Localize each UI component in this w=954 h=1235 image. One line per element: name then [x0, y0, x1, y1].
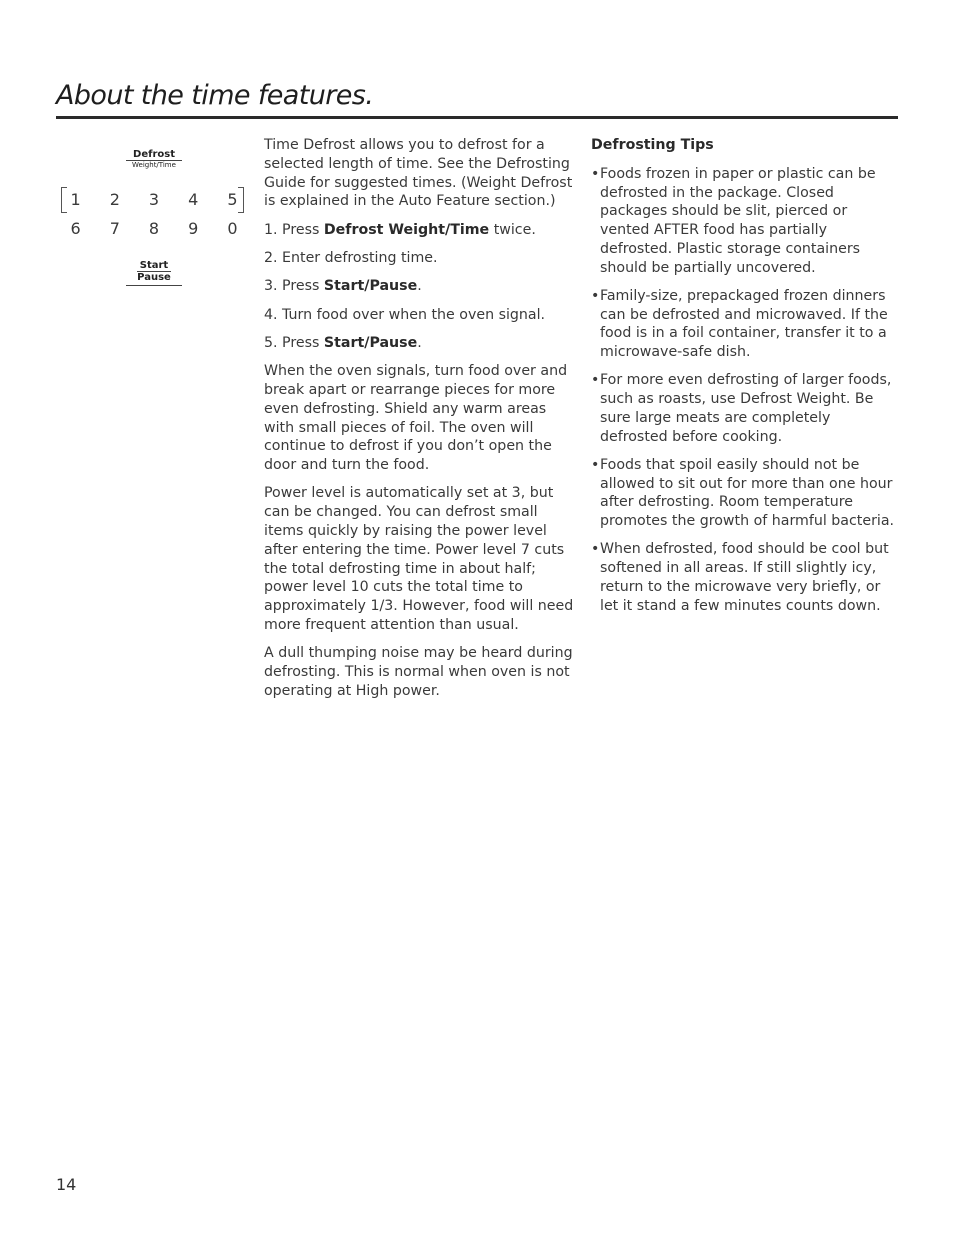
digit-key-8: 8 [148, 219, 160, 238]
step-5: 5. Press Start/Pause. [264, 334, 422, 351]
bullet: • [591, 287, 600, 304]
defrost-key-label: Defrost [133, 149, 175, 160]
step-3: 3. Press Start/Pause. [264, 278, 422, 295]
bullet: • [591, 372, 600, 389]
step-4: 4. Turn food over when the oven signal. [264, 306, 546, 323]
intro-paragraph: Time Defrost allows you to defrost for a selected length of time. See the Defrosting Guide for suggested times. (Weight Defrost is explained in the Auto Feature section.) [264, 137, 573, 210]
start-key-label: Start [139, 260, 169, 271]
keypad-diagram [56, 140, 252, 300]
start-key-underline [126, 285, 182, 286]
tip-item: • When defrosted, food should be cool but softened in all areas. If still slightly icy, return to the microwave very briefly, or let it stand a few minutes counts down. [591, 541, 889, 614]
bullet: • [591, 165, 600, 182]
page-number: 14 [56, 1175, 77, 1194]
digit-key-6: 6 [70, 219, 81, 238]
noise-paragraph: A dull thumping noise may be heard during defrosting. This is normal when oven is not operating at High power. [264, 645, 573, 699]
digit-row-1 [56, 190, 252, 209]
digit-key-7: 7 [109, 219, 120, 238]
step-1: 1. Press Defrost Weight/Time twice. [264, 221, 536, 238]
digit-key-0: 0 [227, 219, 238, 238]
tip-item: • For more even defrosting of larger foods, such as roasts, use Defrost Weight. Be sure large meats are completely defrosted before cooking. [591, 372, 892, 445]
bullet: • [591, 456, 600, 473]
pause-key-label: Pause [137, 272, 171, 283]
tip-item: • Foods that spoil easily should not be allowed to sit out for more than one hour after defrosting. Room temperature promotes the growth of harmful bacteria. [591, 456, 895, 530]
digit-key-2: 2 [109, 190, 120, 209]
time-defrost-column [264, 136, 576, 710]
defrosting-tips-column [591, 136, 901, 625]
digit-key-4: 4 [188, 190, 199, 209]
signals-paragraph: When the oven signals, turn food over and break apart or rearrange pieces for more even defrosting. Shield any warm areas with small pieces of foil. The oven will continue to defrost if you don’t open the door and turn the food. [264, 363, 568, 474]
step-2: 2. Enter defrosting time. [264, 249, 438, 266]
power-level-paragraph: Power level is automatically set at 3, but can be changed. You can defrost small items quickly by raising the power level after entering the time. Power level 7 cuts the total defrosting time in about half; power level 10 cuts the total time to approximately 1/3. However, food will need more frequent attention than usual. [264, 485, 574, 634]
defrost-weight-time-key [126, 149, 182, 170]
tips-list [591, 165, 901, 616]
digit-row-2 [56, 219, 252, 238]
title-rule [56, 116, 898, 119]
digit-key-3: 3 [148, 190, 160, 209]
bullet: • [591, 541, 600, 558]
defrost-key-sublabel: Weight/Time [126, 160, 182, 170]
tip-item: • Family-size, prepackaged frozen dinners can be defrosted and microwaved. If the food is in a foil container, transfer it to a microwave-safe dish. [591, 287, 888, 361]
digit-key-5: 5 [227, 190, 238, 209]
tips-heading: Defrosting Tips [591, 137, 714, 153]
digit-key-1: 1 [70, 190, 81, 209]
tip-item: • Foods frozen in paper or plastic can be defrosted in the package. Closed packages should be slit, pierced or vented AFTER food has partially defrosted. Plastic storage containers should be partially uncovered. [591, 165, 876, 276]
page-title: About the time features. [56, 80, 374, 111]
start-pause-key [126, 260, 182, 286]
digit-key-9: 9 [188, 219, 199, 238]
